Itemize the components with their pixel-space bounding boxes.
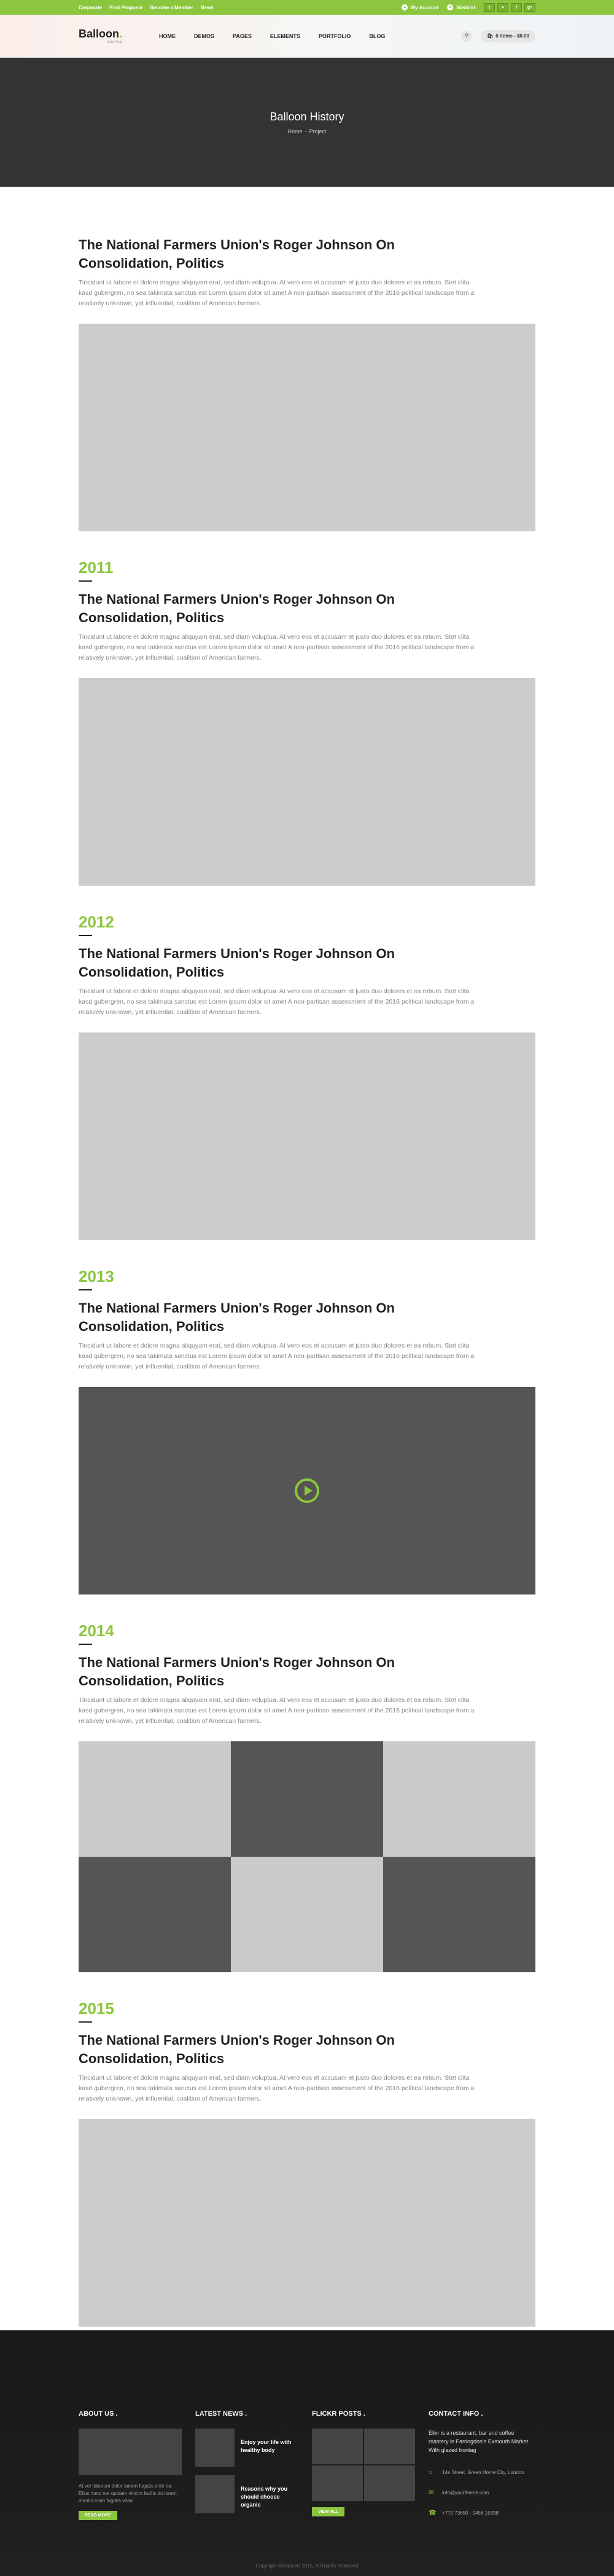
wishlist-link[interactable] bbox=[447, 4, 475, 10]
nav-blog[interactable]: BLOG bbox=[369, 33, 386, 39]
entry-text: Tincidunt ut labore et dolore magna aliquyam erat, sed diam voluptua. At vero eos et accusam et justo duo dolores et ea rebum. Stet clita kasd gubergren, no sea takimata sanctus est Lorem ipsum dolor sit amet A non-partisan assessment of the 2016 political landscape from a relatively unknown, yet influential, coalition of American farmers. bbox=[79, 1342, 475, 1370]
breadcrumb-home[interactable]: Home bbox=[287, 128, 303, 135]
gallery-image[interactable] bbox=[231, 1741, 383, 1857]
entry-gallery bbox=[79, 1741, 535, 1972]
nav-elements[interactable]: ELEMENTS bbox=[270, 33, 300, 39]
nav-portfolio[interactable]: PORTFOLIO bbox=[318, 33, 351, 39]
flickr-photo[interactable] bbox=[312, 2465, 363, 2501]
gallery-image[interactable] bbox=[79, 1741, 231, 1857]
news-item[interactable] bbox=[195, 2429, 298, 2467]
footer-latest-news bbox=[195, 2410, 298, 2530]
contact-intro: Elixr is a restaurant, bar and coffee roastery in Farringdon's Exmouth Market. With glazed frontag bbox=[429, 2430, 530, 2453]
entry-title[interactable]: The National Farmers Union's Roger Johnson On Consolidation, Politics bbox=[79, 1655, 395, 1688]
entry-text: Tincidunt ut labore et dolore magna aliquyam erat, sed diam voluptua. At vero eos et accusam et justo duo dolores et ea rebum. Stet clita kasd gubergren, no sea takimata sanctus est Lorem ipsum dolor sit amet A non-partisan assessment of the 2016 political landscape from a relatively unknown, yet influential, coalition of American farmers. bbox=[79, 988, 475, 1016]
email-text[interactable]: info@yourtheme.com bbox=[442, 2490, 489, 2496]
top-right bbox=[402, 3, 535, 12]
footer-heading: ABOUT US . bbox=[79, 2410, 118, 2418]
entry-image bbox=[79, 324, 535, 531]
logo-tagline: Auto Fold bbox=[106, 40, 123, 44]
footer-flickr bbox=[312, 2410, 415, 2530]
entry-year: 2014 bbox=[79, 1622, 114, 1640]
timeline-entry bbox=[79, 531, 535, 886]
top-link-become-member[interactable]: Become a Member bbox=[150, 4, 193, 10]
rss-icon[interactable]: ≈ bbox=[497, 3, 508, 12]
page-hero bbox=[0, 58, 614, 187]
timeline-entry bbox=[79, 886, 535, 1240]
entry-text: Tincidunt ut labore et dolore magna aliquyam erat, sed diam voluptua. At vero eos et accusam et justo duo dolores et ea rebum. Stet clita kasd gubergren, no sea takimata sanctus est Lorem ipsum dolor sit amet A non-partisan assessment of the 2016 political landscape from a relatively unknown, yet influential, coalition of American farmers. bbox=[79, 633, 475, 662]
google-plus-icon[interactable]: g+ bbox=[524, 3, 535, 12]
timeline-entry bbox=[79, 187, 535, 531]
site-footer bbox=[0, 2330, 614, 2576]
entry-title[interactable]: The National Farmers Union's Roger Johnson On Consolidation, Politics bbox=[79, 591, 395, 625]
site-header bbox=[0, 15, 614, 58]
play-icon[interactable] bbox=[295, 1478, 319, 1503]
gallery-image[interactable] bbox=[383, 1741, 535, 1857]
timeline-entry bbox=[79, 1972, 535, 2327]
year-divider bbox=[79, 935, 92, 936]
news-title: Enjoy your life with healthy body bbox=[241, 2439, 292, 2453]
entry-year: 2011 bbox=[79, 558, 114, 577]
top-link-news[interactable]: News bbox=[200, 4, 214, 10]
view-all-button[interactable]: VIEW ALL bbox=[312, 2507, 344, 2516]
contact-phone bbox=[429, 2510, 532, 2516]
breadcrumb bbox=[287, 128, 326, 135]
timeline-entry bbox=[79, 1594, 535, 1972]
heart-icon: ♥ bbox=[447, 4, 453, 10]
top-bar bbox=[0, 0, 614, 15]
top-links bbox=[79, 5, 214, 10]
gallery-image[interactable] bbox=[231, 1857, 383, 1972]
about-text: At vel fabarum dolor tamen fugatis ante ea. Ellus nunc ner quidam vincim facilis do lorem mentis enim fugatis vitae. bbox=[79, 2483, 177, 2504]
footer-contact bbox=[429, 2410, 532, 2530]
nav-home[interactable]: HOME bbox=[159, 33, 176, 39]
news-thumbnail bbox=[195, 2429, 235, 2467]
contact-email bbox=[429, 2489, 532, 2496]
nav-demos[interactable]: DEMOS bbox=[194, 33, 215, 39]
bag-icon: 🛍 bbox=[487, 33, 494, 39]
phone-icon: ☎ bbox=[429, 2510, 437, 2516]
footer-heading: FLICKR POSTS . bbox=[312, 2410, 365, 2418]
twitter-icon[interactable]: t bbox=[484, 3, 495, 12]
read-more-button[interactable]: READ MORE bbox=[79, 2511, 117, 2520]
nav-pages[interactable]: PAGES bbox=[233, 33, 252, 39]
flickr-photo[interactable] bbox=[364, 2465, 415, 2501]
entry-image bbox=[79, 1032, 535, 1240]
contact-address bbox=[429, 2469, 532, 2476]
entry-title[interactable]: The National Farmers Union's Roger Johnson On Consolidation, Politics bbox=[79, 2032, 395, 2066]
envelope-icon: ✉ bbox=[429, 2489, 434, 2496]
entry-video bbox=[79, 1387, 535, 1594]
flickr-grid bbox=[312, 2429, 415, 2501]
my-account-link[interactable] bbox=[402, 4, 438, 10]
logo-text: Balloon. bbox=[79, 27, 123, 40]
main-nav bbox=[159, 33, 385, 39]
entry-text: Tincidunt ut labore et dolore magna aliquyam erat, sed diam voluptua. At vero eos et accusam et justo duo dolores et ea rebum. Stet clita kasd gubergren, no sea takimata sanctus est Lorem ipsum dolor sit amet A non-partisan assessment of the 2016 political landscape from a relatively unknown, yet influential, coalition of American farmers. bbox=[79, 2074, 475, 2102]
year-divider bbox=[79, 1289, 92, 1290]
entry-year: 2013 bbox=[79, 1267, 114, 1286]
footer-about bbox=[79, 2410, 182, 2530]
news-thumbnail bbox=[195, 2475, 235, 2513]
gallery-image[interactable] bbox=[383, 1857, 535, 1972]
entry-text: Tincidunt ut labore et dolore magna aliquyam erat, sed diam voluptua. At vero eos et accusam et justo duo dolores et ea rebum. Stet clita kasd gubergren, no sea takimata sanctus est Lorem ipsum dolor sit amet A non-partisan assessment of the 2016 political landscape from a relatively unknown, yet influential, coalition of American farmers. bbox=[79, 1696, 475, 1725]
my-account-label: My Account bbox=[411, 4, 439, 10]
year-divider bbox=[79, 580, 92, 582]
facebook-icon[interactable]: f bbox=[511, 3, 522, 12]
flickr-photo[interactable] bbox=[364, 2429, 415, 2464]
about-image bbox=[79, 2429, 182, 2475]
user-icon: ● bbox=[402, 4, 408, 10]
top-link-post-proposal[interactable]: Post Proposal bbox=[109, 4, 143, 10]
entry-image bbox=[79, 678, 535, 886]
address-text: 14e Street, Green Home City, London bbox=[442, 2470, 524, 2475]
breadcrumb-current: Project bbox=[309, 128, 327, 135]
breadcrumb-separator: - bbox=[305, 128, 307, 135]
entry-title[interactable]: The National Farmers Union's Roger Johnson On Consolidation, Politics bbox=[79, 1300, 395, 1334]
cart-summary: 0 items - $0.00 bbox=[495, 33, 529, 39]
search-icon[interactable]: ⚲ bbox=[461, 31, 472, 42]
year-divider bbox=[79, 1644, 92, 1645]
entry-year: 2015 bbox=[79, 1999, 114, 2018]
timeline-entry bbox=[79, 1240, 535, 1594]
phone-text: +770 73650 - 1456 15398 bbox=[442, 2510, 499, 2516]
wishlist-label: Wishlist bbox=[456, 4, 475, 10]
news-title: Reasons why you should choose organic bbox=[241, 2486, 288, 2508]
gallery-image[interactable] bbox=[79, 1857, 231, 1972]
copyright: Copyright Bestpixels 2015. All Rights Reserved bbox=[255, 2563, 359, 2569]
timeline bbox=[0, 187, 614, 2327]
entry-title[interactable]: The National Farmers Union's Roger Johnson On Consolidation, Politics bbox=[79, 946, 395, 980]
top-link-corporate[interactable]: Corporate bbox=[79, 4, 103, 10]
footer-heading: LATEST NEWS . bbox=[195, 2410, 247, 2418]
home-icon: ⌂ bbox=[429, 2469, 433, 2476]
flickr-photo[interactable] bbox=[312, 2429, 363, 2464]
entry-title[interactable]: The National Farmers Union's Roger Johnson On Consolidation, Politics bbox=[79, 237, 395, 271]
entry-image bbox=[79, 2119, 535, 2327]
header-actions bbox=[461, 30, 535, 42]
entry-text: Tincidunt ut labore et dolore magna aliquyam erat, sed diam voluptua. At vero eos et accusam et justo duo dolores et ea rebum. Stet clita kasd gubergren, no sea takimata sanctus est Lorem ipsum dolor sit amet A non-partisan assessment of the 2016 political landscape from a relatively unknown, yet influential, coalition of American farmers. bbox=[79, 279, 475, 307]
entry-year: 2012 bbox=[79, 913, 114, 931]
news-item[interactable] bbox=[195, 2475, 298, 2513]
year-divider bbox=[79, 2021, 92, 2023]
site-logo[interactable] bbox=[79, 28, 122, 44]
social-links bbox=[484, 3, 535, 12]
cart-button[interactable] bbox=[481, 30, 535, 42]
footer-heading: CONTACT INFO . bbox=[429, 2410, 483, 2418]
page-title: Balloon History bbox=[270, 110, 344, 123]
